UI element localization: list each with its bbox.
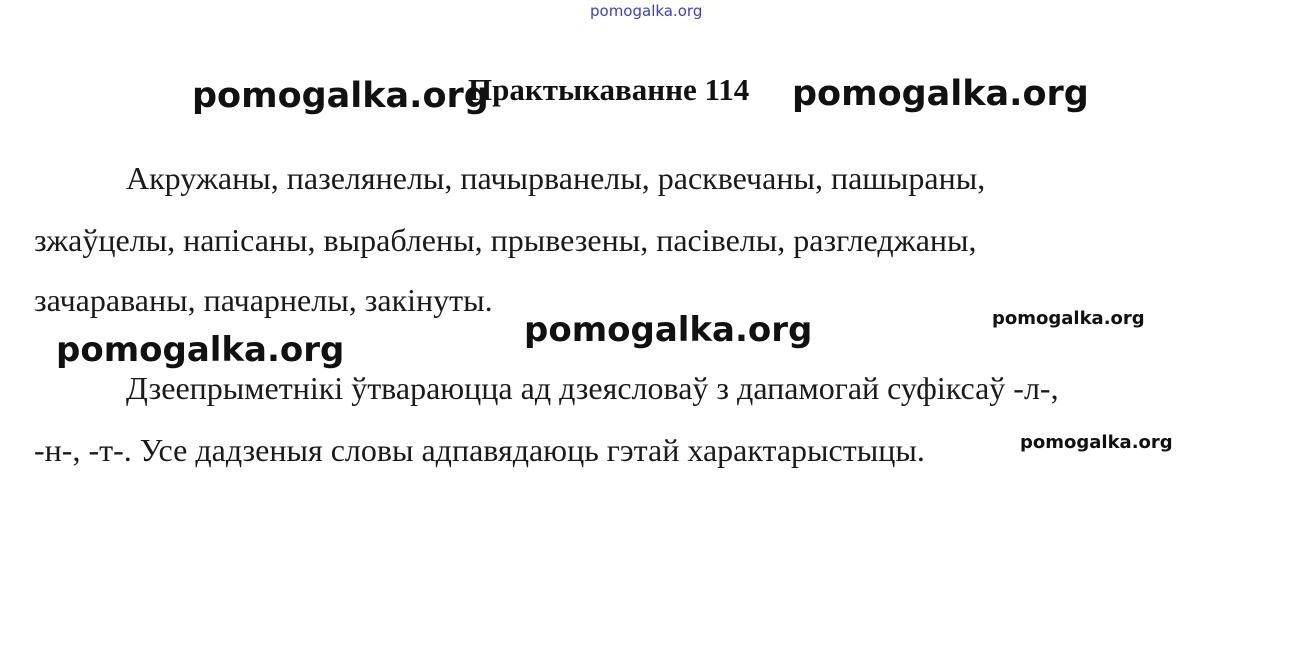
paragraph1-line2: зжаўцелы, напісаны, выраблены, прывезены, пасівелы, разгледжаны, xyxy=(34,222,977,258)
paragraph2-line1: Дзеепрыметнікі ўтвараюцца ад дзеясловаў з дапамогай суфіксаў -л-, xyxy=(126,370,1059,406)
paragraph1-line3: зачараваны, пачарнелы, закінуты. xyxy=(34,282,493,318)
watermark-left-paragraph: pomogalka.org xyxy=(56,330,345,370)
watermark-middle-center: pomogalka.org xyxy=(524,310,813,350)
paragraph2-line2: -н-, -т-. Усе дадзеныя словы адпавядаюць гэтай характарыстыцы. xyxy=(34,432,925,468)
paragraph1-line1: Акружаны, пазелянелы, пачырванелы, расквечаны, пашыраны, xyxy=(126,160,986,196)
exercise-heading: Практыкаванне 114 xyxy=(468,72,750,107)
watermark-top: pomogalka.org xyxy=(590,2,703,20)
watermark-lower-right: pomogalka.org xyxy=(1020,432,1173,453)
watermark-heading-right: pomogalka.org xyxy=(792,74,1089,114)
watermark-middle-right: pomogalka.org xyxy=(992,308,1145,329)
watermark-heading-left: pomogalka.org xyxy=(192,76,489,116)
